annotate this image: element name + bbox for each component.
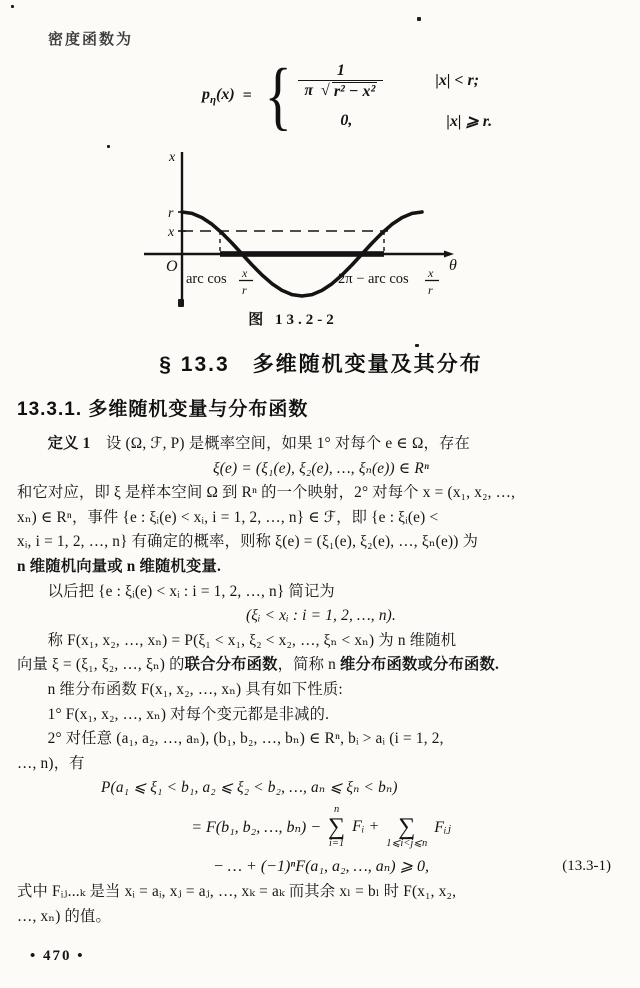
body-line-definition: 定义 1 设 (Ω, ℱ, P) 是概率空间，如果 1° 对每个 e ∈ Ω，存在 (47, 435, 471, 452)
fraction: 1 π √ r² − x² (298, 62, 383, 101)
figure-theta-label: θ (449, 257, 457, 274)
formula-lhs: $p_\eta(x)$ (202, 85, 235, 107)
figure-tick-r-label: r (168, 206, 174, 221)
display-eq-final (17, 856, 625, 876)
body-line: …, xₙ) 的值。 (17, 907, 112, 925)
case-1-condition: |x| < r; (435, 72, 480, 89)
intro-line: 密度函数为 (48, 32, 134, 48)
display-eq-expansion (17, 805, 625, 850)
figure-origin-label: O (166, 258, 178, 275)
body-line: n 维分布函数 F(x₁, x₂, …, xₙ) 具有如下性质: (47, 680, 343, 698)
sum-2: ∑ 1⩽i<j⩽n (386, 814, 428, 850)
body-line: 1° F(x₁, x₂, …, xₙ) 对每个变元都是非减的. (47, 705, 330, 723)
body-line: 2° 对任意 (a₁, a₂, …, aₙ), (b₁, b₂, …, bₙ) ∈ Rⁿ, bᵢ > aᵢ (i = 1, 2, (47, 730, 444, 748)
body-line: 以后把 {e : ξᵢ(e) < xᵢ : i = 1, 2, …, n} 简记为 (47, 582, 335, 600)
eq2-post: Fᵢⱼ (434, 819, 451, 837)
page-number: • 470 • (30, 948, 85, 964)
radical-sign: √ (321, 81, 330, 99)
equation-number: (13.3-1) (562, 857, 611, 874)
body-line: 式中 Fᵢⱼ...ₖ 是当 xᵢ = aᵢ, xⱼ = aⱼ, …, xₖ = aₖ 而其余 xₗ = bₗ 时 F(x₁, x₂, (17, 882, 457, 900)
sum-1: n ∑ i=1 (328, 803, 346, 850)
case-2-value: 0, (340, 111, 353, 129)
cases-brace: { (264, 54, 292, 138)
figure-y-axis-label: x (169, 150, 176, 165)
eq2-pre: = F(b₁, b₂, …, bₙ) − (191, 819, 322, 837)
figure-right-root-label: 2π − arc cos (338, 271, 409, 287)
body-line-mixed: 向量 ξ = (ξ₁, ξ₂, …, ξₙ) 的联合分布函数，简称 n 维分布函数或分布函数. (17, 656, 499, 674)
display-eq-xi: ξ(e) = (ξ₁(e), ξ₂(e), …, ξₙ(e)) ∈ Rⁿ (213, 459, 429, 477)
case-row-2 (298, 111, 492, 131)
display-eq-probability: P(a₁ ⩽ ξ₁ < b₁, a₂ ⩽ ξ₂ < b₂, …, aₙ ⩽ ξₙ < bₙ) (101, 779, 398, 797)
subsection-heading: 13.3.1. 多维随机变量与分布函数 (17, 399, 309, 420)
left-frac-num: x (242, 266, 248, 280)
eq2-mid: Fᵢ + (352, 818, 380, 836)
right-frac-den: r (428, 283, 433, 297)
scan-speck (107, 145, 110, 148)
display-eq-short: (ξᵢ < xᵢ : i = 1, 2, …, n). (245, 607, 397, 625)
body-line: 和它对应，即 ξ 是样本空间 Ω 到 Rⁿ 的一个映射，2° 对每个 x = (x₁, x₂, …, (17, 484, 516, 502)
body-line: xₙ) ∈ Rⁿ，事件 {e : ξᵢ(e) < xᵢ, i = 1, 2, …, n} ∈ ℱ，即 {e : ξᵢ(e) < (17, 508, 439, 526)
body-line: xᵢ, i = 1, 2, …, n} 有确定的概率，则称 ξ(e) = (ξ₁(e), ξ₂(e), …, ξₙ(e)) 为 (17, 533, 479, 551)
figure-13-2-2 (142, 146, 482, 308)
body-line-bold: n 维随机向量或 n 维随机变量. (17, 557, 221, 575)
section-content (17, 348, 625, 929)
figure-left-root-label: arc cos (186, 271, 227, 287)
figure-tick-x-label: x (168, 225, 175, 240)
density-formula (202, 54, 492, 138)
section-heading: § 13.3 多维随机变量及其分布 (159, 353, 483, 376)
case-row-1 (298, 62, 492, 101)
equals-sign: = (242, 87, 252, 104)
right-frac-num: x (428, 266, 434, 280)
eq3-body: − … + (−1)ⁿF(a₁, a₂, …, aₙ) ⩾ 0, (213, 857, 429, 875)
body-line: 称 F(x₁, x₂, …, xₙ) = P(ξ₁ < x₁, ξ₂ < x₂, …, ξₙ < xₙ) 为 n 维随机 (47, 631, 457, 649)
scan-speck (417, 17, 421, 21)
body-line: …, n)，有 (17, 754, 85, 772)
definition-label: 定义 1 (47, 435, 91, 452)
scan-speck (415, 344, 419, 347)
cases-block (298, 62, 492, 131)
scan-speck (11, 5, 14, 8)
left-frac-den: r (242, 283, 247, 297)
case-2-condition: |x| ⩾ r. (446, 112, 493, 130)
figure-caption: 图 13.2-2 (248, 312, 338, 328)
